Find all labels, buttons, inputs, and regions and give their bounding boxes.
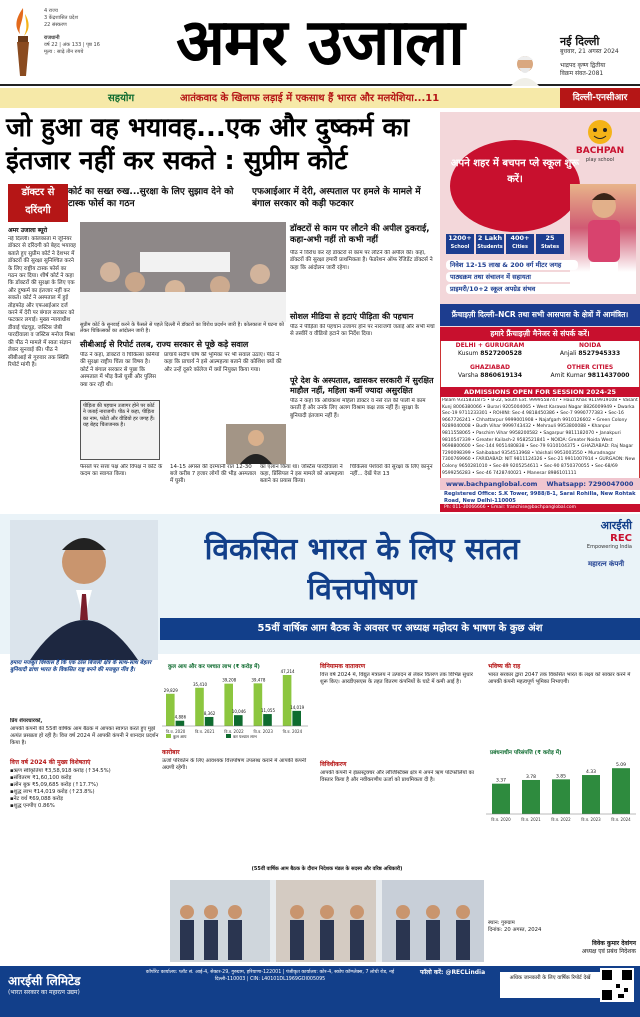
section-heading: विनियामक वातावरण xyxy=(320,663,366,670)
capital-label: राजधानी xyxy=(44,35,60,41)
tick-label: वि.व. 2021 xyxy=(521,817,541,822)
top-story-link[interactable]: आतंकवाद के खिलाफ लड़ाई में एकसाथ हैं भारत और मलयेशिया...11 xyxy=(180,93,440,104)
photo-caption: (55वीं वार्षिक आम बैठक के दौरान निदेशक मंडल के सदस्य और वरिष्ठ अधिकारी) xyxy=(251,866,403,872)
aum-chart xyxy=(486,746,636,826)
data-label: 3.85 xyxy=(555,774,567,780)
article-column: प्राचार्य संदीप घोष की भूमिका पर भी सवाल उठाए। पीठ ने कहा कि प्राचार्य ने इसे आत्महत्या बताने की कोशिश क्यों की और उन्हें दूसरे कॉलेज में क्यों नियुक्त किया गया। xyxy=(164,352,282,373)
franchise-banner: फ्रैंचाइज़ी दिल्ली–NCR तथा सभी आसपास के क्षेत्रों में आमंत्रित। xyxy=(440,304,640,326)
contact-card[interactable]: NOIDA Anjali 8527945333 xyxy=(559,342,621,357)
rec-column: वित्त वर्ष 2024 में, विद्युत मंत्रालय ने उत्पादन से लेकर वितरण तक विभिन्न सुधार शुरू किए। आरडीएसएस के तहत वितरण कंपनियों के घाटे में कमी आई है। xyxy=(320,672,473,685)
data-label: 3.37 xyxy=(495,778,507,784)
photo-caption: सुप्रीम कोर्ट के सुनवाई करने के फैसले से पहले दिल्ली में डॉक्टरों का विरोध प्रदर्शन जारी है। कोलकाता में घटना को लेकर चिकित्सकों का आंदोलन जारी है। xyxy=(80,322,284,335)
fin-item: ▪ नेट वर्थ ₹69,088 करोड़ xyxy=(10,796,160,803)
footer-company-sub: (भारत सरकार का महारत्न उद्यम) xyxy=(8,989,80,996)
story-tag-box: डॉक्टर से दरिंदगी xyxy=(8,184,68,222)
city-name: नई दिल्ली xyxy=(560,35,600,48)
rec-logo-en: REC xyxy=(610,533,632,544)
bureau-byline: अमर उजाला ब्यूरो xyxy=(8,227,48,234)
article-column: 14-15 अगस्त की दरम्यानी रात 12-30 बजे करीब 7 हजार लोगों की भीड़ अस्पताल में घुसी। xyxy=(170,464,256,485)
article-column: पीठ ने विरोध कर रहे डॉक्टरों से काम पर लौटने की अपील की। कहा, डॉक्टरों की सुरक्षा हमारी प्राथमिकता है। फेडरेशन ऑफ रेजिडेंट डॉक्टर्स ने कहा कि आंदोलन जारी रहेगा। xyxy=(290,250,433,271)
website-link[interactable] xyxy=(440,478,640,490)
legend-label: कर पश्चात लाभ xyxy=(233,734,257,739)
article-column: चिकित्सा पेशेवरों की सुरक्षा के लिए कानून नहीं... देखें पेज 13 xyxy=(350,464,433,478)
stat-badge: 400+ Cities xyxy=(506,234,534,254)
bar xyxy=(254,683,263,726)
data-label: 39,478 xyxy=(251,677,266,683)
bar xyxy=(492,784,510,814)
bar xyxy=(224,684,233,726)
qr-code-icon[interactable] xyxy=(600,968,634,1002)
story-headline[interactable]: सीबीआई से रिपोर्ट तलब, राज्य सरकार से पूछे कड़े सवाल xyxy=(80,340,249,349)
samvat: भाद्रपद कृष्ण द्वितीया xyxy=(560,62,606,69)
torch-logo-icon xyxy=(6,6,40,78)
bottom-row xyxy=(80,464,436,510)
place: स्थान: गुरुग्राम xyxy=(488,920,515,926)
bar xyxy=(582,775,600,814)
bar xyxy=(612,768,630,814)
tick-label: वि.व. 2024 xyxy=(282,729,303,734)
bar xyxy=(176,721,185,726)
samvat: विक्रम संवत-2081 xyxy=(560,70,604,77)
footer-address: कॉर्पोरेट कार्यालय: प्लॉट सं. आई-4, सेक्टर-29, गुरुग्राम, हरियाणा-122001 | पंजीकृत कार्यालय: कोर-4, स्कोप कॉम्प्लेक्स, 7 लोधी रोड, नई दिल्ली-110003 | CIN: L40101DL1969GOI005095 xyxy=(145,970,395,982)
data-label: 39,208 xyxy=(222,677,237,683)
tick-label: वि.व. 2023 xyxy=(253,729,273,734)
section-heading: विविधीकरण xyxy=(320,761,347,768)
subheadline: कोर्ट का सख्त रुख...सुरक्षा के लिए सुझाव देने को टास्क फोर्स का गठन xyxy=(68,187,234,209)
rec-column: ऊर्जा परिवर्तन के लिए आवश्यक वित्तपोषण उपलब्ध कराने में आपकी कंपनी अग्रणी रहेगी। xyxy=(162,758,307,771)
date: दिनांक: 20 अगस्त, 2024 xyxy=(488,927,542,933)
income-chart xyxy=(162,660,308,740)
brand-sub: play school xyxy=(585,157,615,163)
data-label: 11,055 xyxy=(261,708,275,714)
article-column: पीठ ने कहा, डॉक्टरों व चिकित्सा कर्मियों की सुरक्षा राष्ट्रीय चिंता का विषय है। कोर्ट ने बंगाल सरकार से पूछा कि अस्पताल में भीड़ कैसे घुसी और पुलिस क्या कर रही थी। xyxy=(80,352,160,388)
tick-label: वि.व. 2022 xyxy=(224,729,244,734)
brand-name: BACHPAN xyxy=(575,146,625,156)
girl-photo xyxy=(570,184,636,294)
info-box: पीड़िता की पहचान उजागर होने पर कोर्ट ने जताई नाराजगी। पीठ ने कहा, पीड़िता का नाम, फोटो और वीडियो हर जगह हैं। यह बेहद चिंताजनक है। xyxy=(80,400,160,460)
section-heading: वित्त वर्ष 2024 की मुख्य विशेषताएं xyxy=(10,759,91,766)
chart-title: प्रबंधनाधीन परिसंपत्ति (₹ करोड़ में) xyxy=(490,750,562,756)
ad-bullet: पाठ्यक्रम तथा संचालन में सहायता xyxy=(446,272,578,282)
rec-column: आपकी कंपनी की 55वीं वार्षिक आम बैठक में आपका स्वागत करते हुए मुझे अत्यंत प्रसन्नता हो रही है। वित्त वर्ष 2024 में आपकी कंपनी ने शानदार प्रदर्शन किया है। xyxy=(10,726,159,746)
data-label: 10,046 xyxy=(231,709,246,715)
contact-heading: हमारे फ्रैंचाइज़ी मैनेजर से संपर्क करें। xyxy=(440,327,640,341)
bar xyxy=(205,717,214,726)
ad-bullet: प्राइमरी/10+2 स्कूल अपग्रेड संभव xyxy=(446,284,578,294)
ad-bullet: निवेश 12-15 लाख & 200 वर्ग मीटर जगह xyxy=(446,260,578,270)
footer-info-box: अधिक जानकारी के लिए वार्षिक रिपोर्ट देखें xyxy=(500,972,600,998)
bar xyxy=(522,780,540,814)
story-headline[interactable]: पूरे देश के अस्पताल, खासकर सरकारी में सुरक्षित माहौल नहीं, महिला कर्मी ज्यादा असुरक्षित xyxy=(290,376,434,395)
data-label: 3.78 xyxy=(525,774,537,780)
story-headline[interactable]: सोशल मीडिया से हटाएं पीड़िता की पहचान xyxy=(290,312,414,321)
legend-swatch xyxy=(226,734,231,738)
rec-logo xyxy=(572,518,632,560)
subheadline: एफआईआर में देरी, अस्पताल पर हमले के मामले में बंगाल सरकार को कड़ी फटकार xyxy=(252,187,421,209)
chart-title: कुल आय और कर पश्चात लाभ (₹ करोड़ में) xyxy=(168,664,260,670)
registered-office: Registered Office: S.K Tower, 9988/8-1, Sarai Rohilla, New Rohtak Road, New Delhi-110005 xyxy=(440,490,640,510)
data-label: 5.09 xyxy=(615,763,627,769)
tick-label: वि.व. 2023 xyxy=(581,817,601,822)
rec-sub-label: महारत्न कंपनी xyxy=(588,560,625,568)
tick-label: वि.व. 2024 xyxy=(611,817,631,822)
chairman-photo xyxy=(10,520,158,660)
bar xyxy=(552,779,570,814)
date: बुधवार, 21 अगस्त 2024 xyxy=(560,48,619,55)
article-column: पीठ ने कहा कि अधिकांश महिला डॉक्टर व नर्सें रात की पाली में काम करती हैं और उनके लिए अलग विश्राम कक्ष तक नहीं हैं। सुरक्षा के बुनियादी इंतजाम नहीं हैं। xyxy=(290,398,426,419)
portrait-photo xyxy=(505,52,545,86)
admissions-banner: ADMISSIONS OPEN FOR SESSION 2024-25 xyxy=(440,387,640,397)
edition-line: 22 संस्करण xyxy=(44,22,67,28)
branch-addresses: Palam 9315831875 • B-22, South Ext. 9999558747 • Hauz Khas 9119919108 • Vasant Kunj 8006380066 • Burari 9205004065 • West Karawal Nagar 8826009949 • Dwarka Sec-19 9711233301 • ROHINI: Sec-4 9818450386 • Sec-7 9990777383 • Sec-16 9667726241 • Chhattarpur 9999001908 • Najafgarh 9910126602 • Green Colony 9289040008 • Budh Vihar 9999743432 • Mehrauli 9953800088 • Khanpur 9811558065 • Paschim Vihar 9958200582 • Sagarpur 9811182070 • Janakpuri 9810547339 • Greater Kailash-2 9582521841 • NOIDA: Greater Noida West 9698800600 • Sec-144 9051480838 • Sec-79 9310104375 • GHAZIABAD: Raj Nagar 7290098399 • Sahibabad 9354513968 • Vaishali 9953003550 • Muradnagar 7300769960 • FARIDABAD: NIT 9811124326 • Sec-21 9911007914 • GURGAON: New Colony 9650281010 • Sec-89 9205254611 • Sec-90 8750370055 • Sec-68/69 9599256283 • Sec-46 7428740021 • Manesar 8986101111 xyxy=(442,398,638,476)
price: मूल्य : साढ़े तीन रुपये xyxy=(44,49,84,55)
ad-bullets xyxy=(446,260,578,296)
volume-info: वर्ष 22 | अंक 133 | पृष्ठ 16 xyxy=(44,42,100,48)
data-label: 4,886 xyxy=(174,714,187,720)
protest-photo xyxy=(80,222,286,322)
signatory-title: अध्यक्ष एवं प्रबंध निदेशक xyxy=(581,948,636,955)
place-date xyxy=(488,920,636,934)
section-heading: कारोबार xyxy=(162,749,180,756)
article-column: का एलान किया था। जस्टिस पारदीवाला ने कहा, प्रिंसिपल ने इस मामले को आत्महत्या बताने का प्रयास किया। xyxy=(260,464,344,485)
fin-list xyxy=(10,768,160,858)
ad-circle: अपने शहर में बचपन प्ले स्कूल शुरू करें। xyxy=(450,140,580,232)
bar xyxy=(166,694,175,726)
judge-photo xyxy=(226,424,286,464)
footer-company: आरईसी लिमिटेड xyxy=(8,974,81,988)
rec-column: आपकी कंपनी ने इंफ्रास्ट्रक्चर और लॉजिस्टिक्स क्षेत्र में अपने ऋण पोर्टफोलियो का विस्तार किया है और नवीकरणीय ऊर्जा को प्राथमिकता दी है। xyxy=(320,770,475,783)
story-headline[interactable]: डॉक्टरों से काम पर लौटने की अपील ठुकराई, कहा-अभी नहीं तो कभी नहीं xyxy=(290,224,430,245)
rec-column: भारत सरकार द्वारा 2047 तक विकसित भारत के लक्ष्य को साकार करने में आपकी कंपनी महत्वपूर्ण भूमिका निभाएगी। xyxy=(488,672,631,685)
contact-card[interactable]: DELHI + GURUGRAM Kusum 8527200528 xyxy=(455,342,525,357)
stat-badge: 25 States xyxy=(536,234,564,254)
bar xyxy=(195,688,204,726)
chairman-quote: हमारा मजबूत विश्वास है कि एक ठोस बिजली क्षेत्र के साथ-साथ बेहतर बुनियादी ढांचा भारत के विकसित राष्ट्र बनने की मजबूत नींव है। xyxy=(10,660,152,673)
bar xyxy=(283,675,292,726)
contacts-grid xyxy=(440,342,640,386)
signatory-name: विवेक कुमार देवांगन xyxy=(591,940,636,947)
sahyog-label: सहयोग xyxy=(108,93,135,104)
data-label: 35,410 xyxy=(193,681,207,687)
stat-badge: 2 Lakh Students xyxy=(476,234,504,254)
fin-item: ▪ ऋण स्वीकृतियां ₹3,58,918 करोड़ (↑34.5%) xyxy=(10,768,160,775)
tick-label: वि.व. 2020 xyxy=(165,729,186,734)
data-label: 4.33 xyxy=(585,770,597,776)
newspaper-logo[interactable]: अमर उजाला xyxy=(176,5,464,80)
edition-info xyxy=(44,8,132,56)
rec-logo-text: आरईसी xyxy=(600,519,632,532)
bar xyxy=(263,714,272,726)
fin-item: ▪ शुद्ध लाभ ₹14,019 करोड़ (↑23.8%) xyxy=(10,789,160,796)
edition-line: 4 राज्य xyxy=(44,8,58,14)
contact-card[interactable]: GHAZIABAD Varsha 8860619134 xyxy=(457,364,523,379)
fin-item: ▪ शुद्ध एनपीए 0.86% xyxy=(10,803,160,810)
edition-line: 3 केंद्रशासित प्रदेश xyxy=(44,15,78,21)
legend-swatch xyxy=(166,734,171,738)
contact-card[interactable]: OTHER CITIES Amit Kumar 9811437000 xyxy=(550,364,630,379)
tick-label: वि.व. 2022 xyxy=(551,817,571,822)
city-tag[interactable]: दिल्ली-एनसीआर xyxy=(560,88,640,108)
website-url[interactable]: www.bachpanglobal.com xyxy=(446,480,538,488)
bar xyxy=(234,715,243,726)
fin-item: ▪ लोन बुक ₹5,09,685 करोड़ (↑17.7%) xyxy=(10,782,160,789)
rec-logo-tag: Empowering India xyxy=(586,544,632,550)
fin-item: ▪ संवितरण ₹1,60,100 करोड़ xyxy=(10,775,160,782)
stats-row xyxy=(446,234,566,254)
data-label: 8,362 xyxy=(203,710,216,716)
greeting: प्रिय शेयरधारकों, xyxy=(10,718,43,724)
section-heading: भविष्य की राह xyxy=(488,663,521,670)
tick-label: वि.व. 2020 xyxy=(491,817,511,822)
date-block xyxy=(560,48,638,78)
stat-badge: 1200+ School xyxy=(446,234,474,254)
data-label: 47,214 xyxy=(280,669,295,675)
whatsapp-number[interactable]: Whatsapp: 7290047000 xyxy=(546,480,634,488)
signature-block xyxy=(488,940,636,956)
legend-label: कुल आय xyxy=(173,734,187,739)
bar xyxy=(292,711,301,726)
lead-headline[interactable]: जो हुआ वह भयावह...एक और दुष्कर्म का इंतजार नहीं कर सकते : सुप्रीम कोर्ट xyxy=(6,113,410,176)
tick-label: वि.व. 2021 xyxy=(195,729,215,734)
ad-footer: Ph: 011-30066666 • Email: franchise@bachpanglobal.com xyxy=(440,504,640,512)
data-label: 29,829 xyxy=(163,687,178,693)
rec-headline: विकसित भारत के लिए सतत वित्तपोषण xyxy=(204,532,520,607)
article-column: नई दिल्ली। कोलकाता में जूनियर डॉक्टर से दरिंदगी को बेहद भयावह बताते हुए सुप्रीम कोर्ट ने देशभर में डॉक्टरों की सुरक्षा सुनिश्चित करने के लिए राष्ट्रीय टास्क फोर्स का गठन कर दिया। शीर्ष कोर्ट ने कहा कि डॉक्टरों की सुरक्षा के लिए एक और दुष्कर्म का इंतजार नहीं कर सकते। कोर्ट ने अस्पताल में हुई तोड़फोड़ और एफआईआर दर्ज करने में देरी पर बंगाल सरकार को फटकार लगाई। मुख्य न्यायाधीश डीवाई चंद्रचूड़, जस्टिस जेबी पारदीवाला व जस्टिस मनोज मिश्रा की पीठ ने मामले में स्वतः संज्ञान लेकर सुनवाई की। पीठ ने सीबीआई से गुरुवार तक स्थिति रिपोर्ट मांगी है। xyxy=(8,236,76,368)
article-column: फैसले पर सत्ता पक्ष और विपक्ष ने कोर्ट के कदम का स्वागत किया। xyxy=(80,464,163,478)
agm-photos xyxy=(170,880,484,962)
article-column: पीठ ने पीड़िता की पहचान उजागर होने पर नाराजगी जताई और सभी मंचों से तस्वीरें व वीडियो हटाने का निर्देश दिया। xyxy=(290,324,435,338)
rec-strip: 55वीं वार्षिक आम बैठक के अवसर पर अध्यक्ष महोदय के भाषण के कुछ अंश xyxy=(160,618,640,640)
social-follow[interactable]: फॉलो करें: @RECLindia xyxy=(420,969,486,976)
data-label: 14,019 xyxy=(290,704,305,710)
